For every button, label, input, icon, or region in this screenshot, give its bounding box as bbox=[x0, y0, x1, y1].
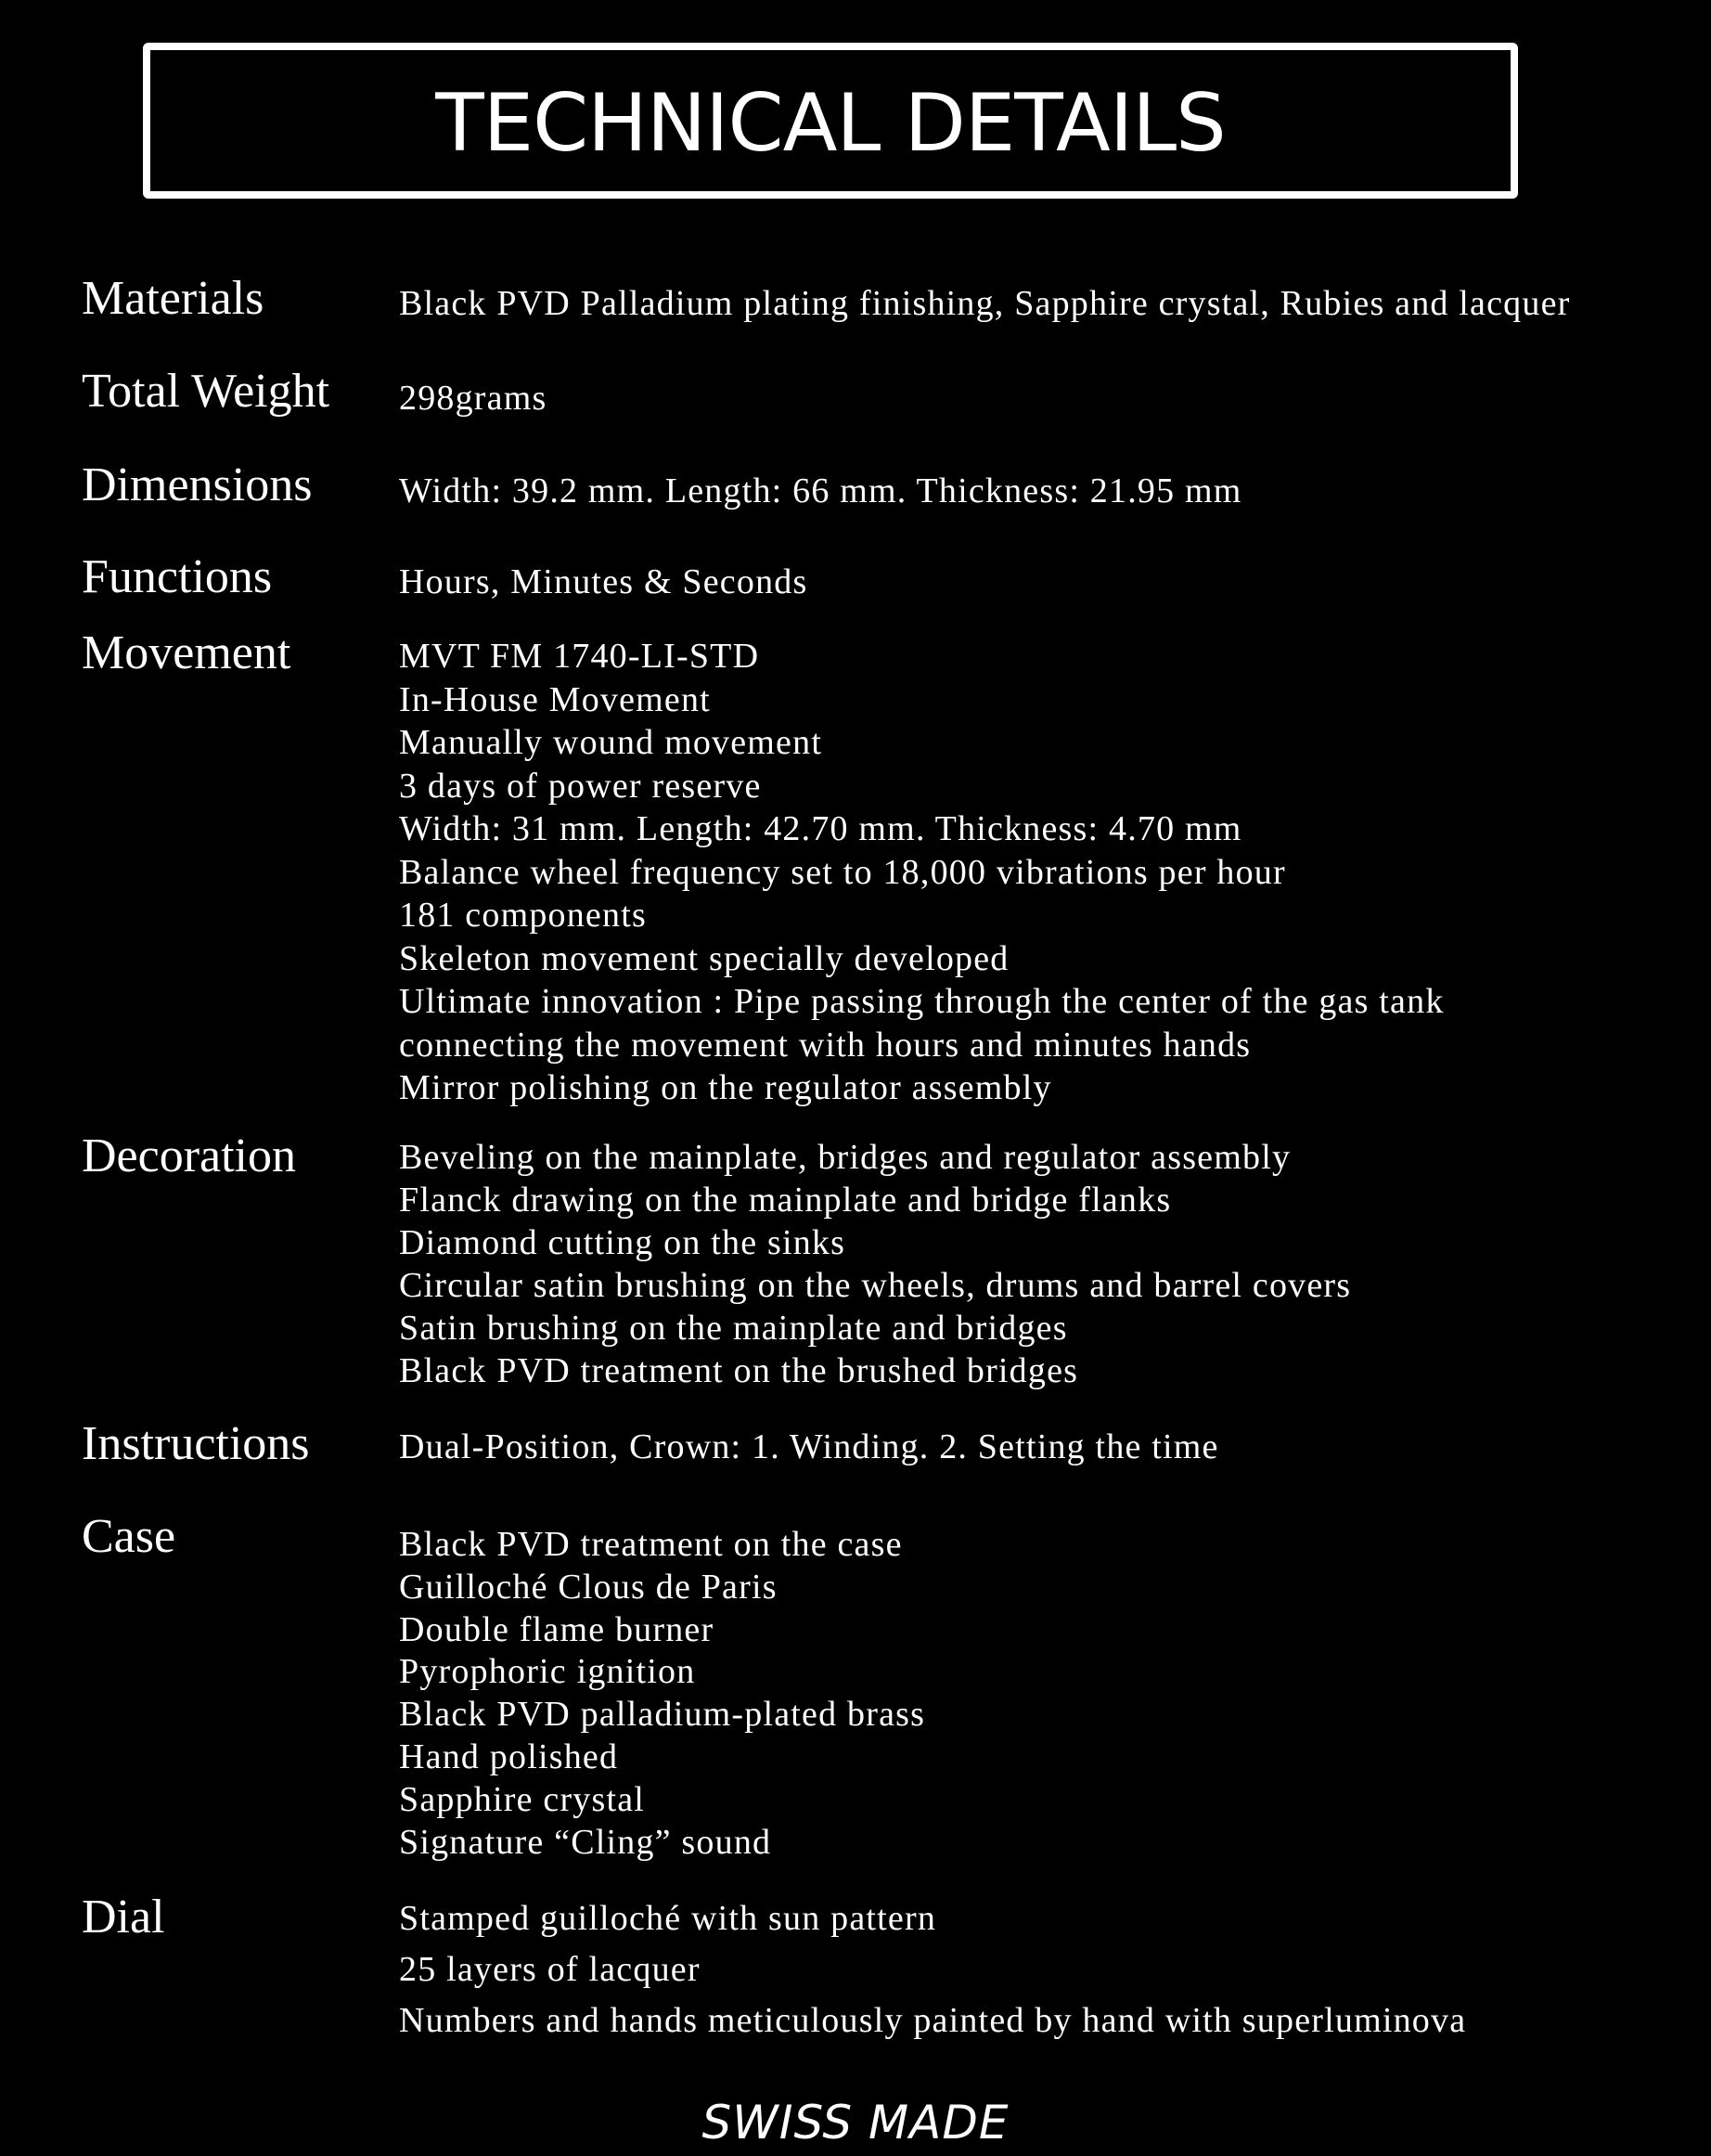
spec-label: Movement bbox=[82, 626, 291, 679]
spec-values bbox=[399, 1426, 1219, 1468]
spec-label: Instructions bbox=[82, 1417, 310, 1470]
spec-value: Satin brushing on the mainplate and bridges bbox=[399, 1309, 1068, 1348]
spec-label: Dial bbox=[82, 1891, 165, 1943]
spec-value: In-House Movement bbox=[399, 679, 711, 719]
spec-value: MVT FM 1740-LI-STD bbox=[399, 637, 760, 676]
spec-value: Black PVD Palladium plating finishing, Sapphire crystal, Rubies and lacquer bbox=[399, 284, 1571, 323]
spec-value: Signature “Cling” sound bbox=[399, 1822, 772, 1862]
spec-value: Stamped guilloché with sun pattern bbox=[399, 1899, 937, 1938]
spec-value: Black PVD treatment on the case bbox=[399, 1525, 903, 1564]
spec-values bbox=[399, 470, 1242, 512]
spec-label: Total Weight bbox=[82, 365, 330, 418]
spec-label: Dimensions bbox=[82, 458, 313, 511]
spec-value: Hand polished bbox=[399, 1736, 619, 1776]
spec-values bbox=[399, 561, 807, 603]
spec-values bbox=[399, 1524, 925, 1864]
spec-value: Ultimate innovation : Pipe passing through the center of the gas tank bbox=[399, 982, 1445, 1021]
page-title: TECHNICAL DETAILS bbox=[435, 77, 1226, 170]
spec-value: Numbers and hands meticulously painted by hand with superluminova bbox=[399, 2001, 1467, 2040]
spec-values bbox=[399, 282, 1571, 325]
spec-value: Sapphire crystal bbox=[399, 1779, 646, 1819]
spec-values bbox=[399, 1893, 1466, 2046]
spec-value: Circular satin brushing on the wheels, drums and barrel covers bbox=[399, 1266, 1352, 1305]
spec-value: Guilloché Clous de Paris bbox=[399, 1567, 778, 1607]
spec-value: Manually wound movement bbox=[399, 723, 823, 762]
spec-label: Materials bbox=[82, 272, 264, 325]
spec-value: Black PVD treatment on the brushed bridges bbox=[399, 1351, 1079, 1390]
title-box bbox=[143, 43, 1518, 199]
spec-value: 3 days of power reserve bbox=[399, 766, 762, 806]
spec-values bbox=[399, 635, 1445, 1110]
spec-label: Functions bbox=[82, 550, 273, 603]
spec-value: Beveling on the mainplate, bridges and regulator assembly bbox=[399, 1138, 1292, 1177]
spec-value: Width: 31 mm. Length: 42.70 mm. Thickness: 4.70 mm bbox=[399, 809, 1242, 848]
spec-value: Mirror polishing on the regulator assembly bbox=[399, 1068, 1052, 1107]
spec-value: 25 layers of lacquer bbox=[399, 1950, 701, 1989]
spec-value: Pyrophoric ignition bbox=[399, 1652, 696, 1692]
spec-label: Case bbox=[82, 1510, 176, 1563]
spec-value: Diamond cutting on the sinks bbox=[399, 1223, 846, 1262]
spec-value: Flanck drawing on the mainplate and bridge flanks bbox=[399, 1181, 1172, 1220]
spec-label: Decoration bbox=[82, 1130, 297, 1182]
spec-value: 181 components bbox=[399, 896, 647, 935]
swiss-made-footer: SWISS MADE bbox=[701, 2096, 1010, 2150]
spec-value: Black PVD palladium-plated brass bbox=[399, 1695, 926, 1735]
spec-value: Double flame burner bbox=[399, 1609, 714, 1649]
spec-value: connecting the movement with hours and minutes hands bbox=[399, 1025, 1252, 1065]
spec-value: Hours, Minutes & Seconds bbox=[399, 562, 808, 601]
spec-values bbox=[399, 1136, 1351, 1392]
spec-value: Skeleton movement specially developed bbox=[399, 938, 1010, 978]
spec-value: 298grams bbox=[399, 379, 547, 418]
spec-value: Dual-Position, Crown: 1. Winding. 2. Setting the time bbox=[399, 1427, 1219, 1466]
spec-value: Width: 39.2 mm. Length: 66 mm. Thickness: 21.95 mm bbox=[399, 471, 1242, 510]
spec-values bbox=[399, 377, 547, 420]
spec-value: Balance wheel frequency set to 18,000 vibrations per hour bbox=[399, 852, 1286, 892]
